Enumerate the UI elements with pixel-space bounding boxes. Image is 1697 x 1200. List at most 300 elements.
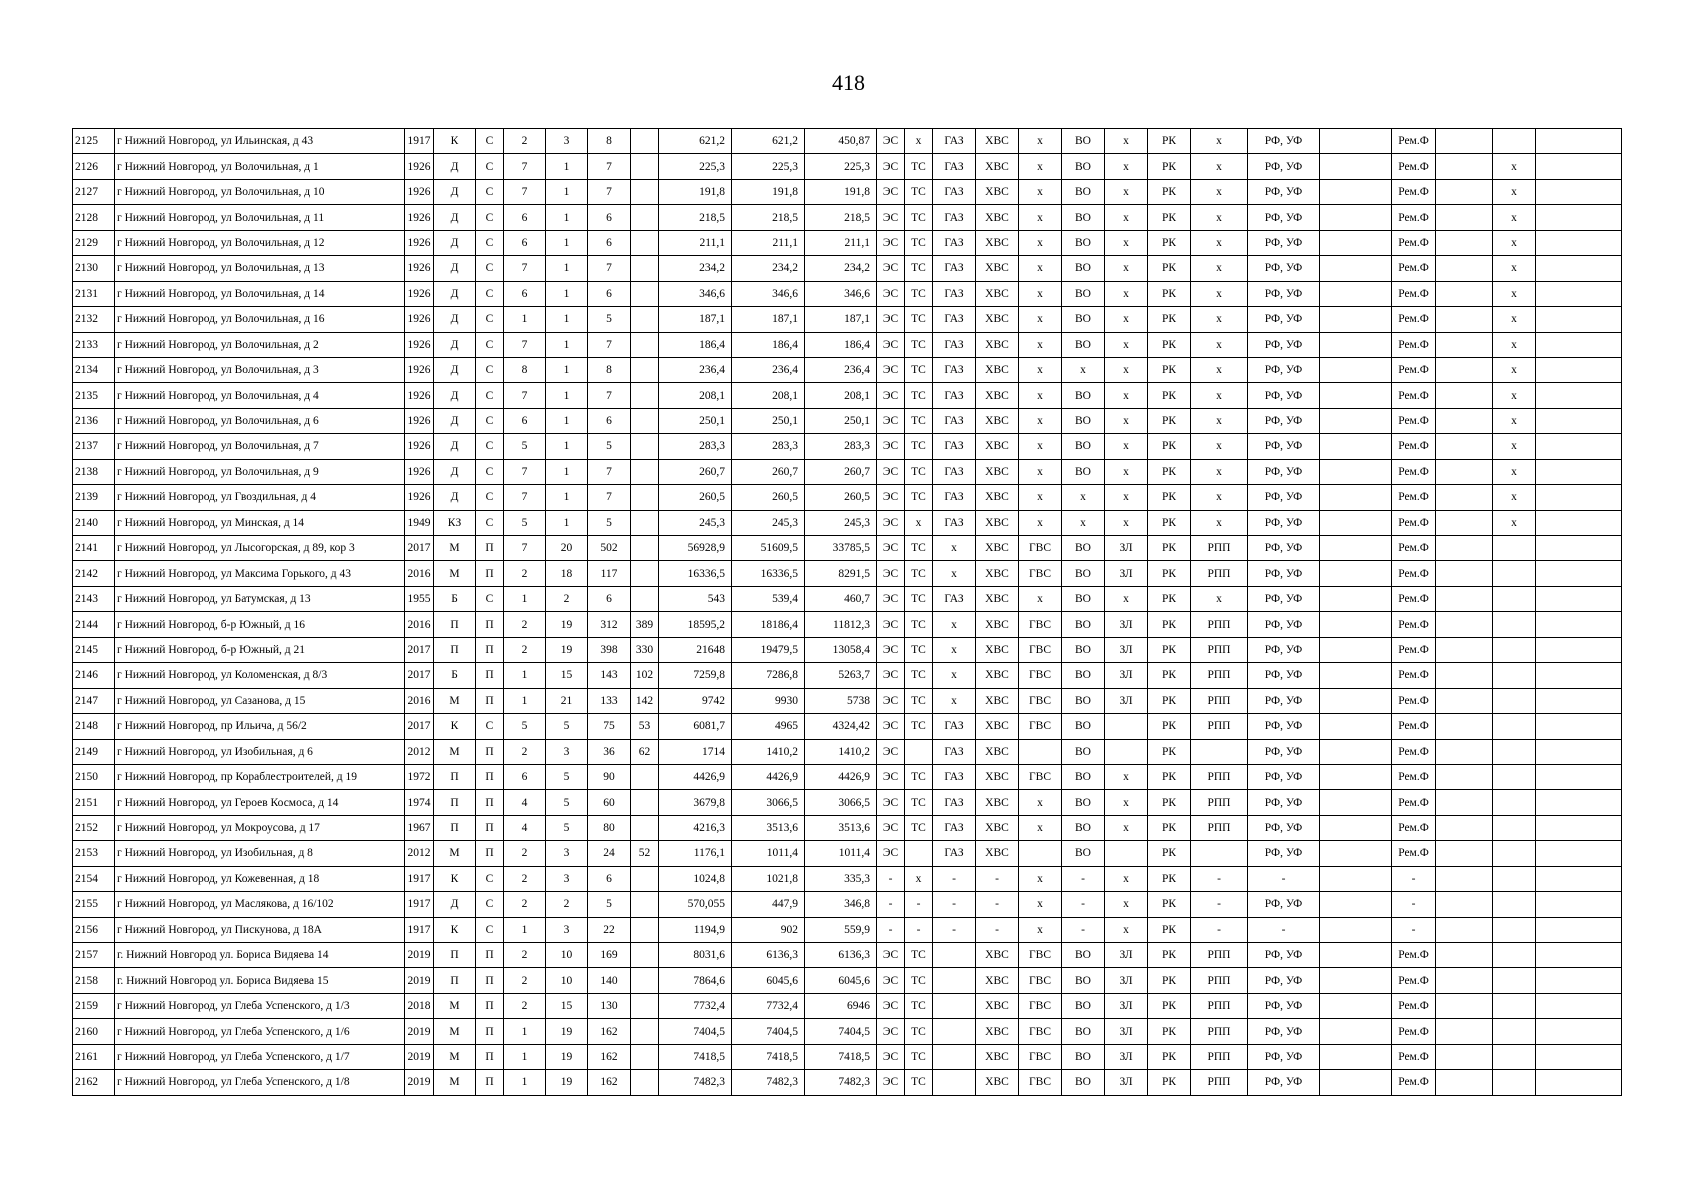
table-cell: 36 (588, 739, 631, 764)
table-cell: х (1191, 332, 1248, 357)
table-cell: П (434, 637, 476, 662)
table-cell (1320, 892, 1392, 917)
table-row (73, 815, 1622, 840)
table-cell (1536, 485, 1622, 510)
table-cell: 330 (631, 637, 659, 662)
table-cell: 346,6 (659, 281, 732, 306)
table-cell: 389 (631, 612, 659, 637)
table-cell (1493, 1070, 1536, 1095)
table-cell: ХВС (976, 485, 1019, 510)
table-cell (1493, 866, 1536, 891)
table-cell: ВО (1062, 383, 1105, 408)
table-row (73, 408, 1622, 433)
table-cell: ГАЗ (933, 459, 976, 484)
table-cell: ЭС (877, 230, 905, 255)
table-cell: ГАЗ (933, 714, 976, 739)
address-cell: г Нижний Новгород, ул Волочильная, д 1 (115, 154, 405, 179)
table-cell: 1 (546, 485, 588, 510)
table-cell: ХВС (976, 637, 1019, 662)
table-cell: С (476, 586, 504, 611)
table-cell: ЭС (877, 688, 905, 713)
table-cell: Рем.Ф (1392, 307, 1436, 332)
address-cell: г Нижний Новгород, ул Глеба Успенского, д 1/7 (115, 1044, 405, 1069)
table-cell: 539,4 (732, 586, 805, 611)
table-cell: 7286,8 (732, 663, 805, 688)
table-cell: 5263,7 (805, 663, 877, 688)
table-cell (1436, 968, 1493, 993)
table-cell: ГАЗ (933, 408, 976, 433)
table-cell: - (905, 917, 933, 942)
table-cell: 5 (546, 714, 588, 739)
table-cell (1320, 1044, 1392, 1069)
table-cell (1436, 357, 1493, 382)
table-cell: 1926 (405, 205, 434, 230)
table-cell (1493, 688, 1536, 713)
table-cell (631, 943, 659, 968)
table-cell: Д (434, 230, 476, 255)
table-cell: ЗЛ (1105, 663, 1148, 688)
table-cell: ВО (1062, 841, 1105, 866)
table-cell: 570,055 (659, 892, 732, 917)
table-cell: 2 (546, 892, 588, 917)
table-cell: 2019 (405, 1044, 434, 1069)
table-cell (905, 739, 933, 764)
table-cell (1536, 434, 1622, 459)
table-cell (1320, 968, 1392, 993)
table-cell (1536, 968, 1622, 993)
table-cell: 6 (504, 205, 546, 230)
table-cell: ВО (1062, 764, 1105, 789)
table-cell: ТС (905, 459, 933, 484)
table-cell: 187,1 (732, 307, 805, 332)
address-cell: г Нижний Новгород, ул Волочильная, д 3 (115, 357, 405, 382)
table-cell: ЭС (877, 815, 905, 840)
table-cell: ГАЗ (933, 129, 976, 154)
table-cell: 1 (546, 154, 588, 179)
table-cell (1536, 307, 1622, 332)
table-cell: ВО (1062, 408, 1105, 433)
table-cell: 6 (588, 586, 631, 611)
table-cell: П (476, 612, 504, 637)
table-cell (631, 434, 659, 459)
table-cell: ХВС (976, 688, 1019, 713)
table-cell (1105, 841, 1148, 866)
table-cell (1320, 129, 1392, 154)
table-cell: х (1105, 815, 1148, 840)
address-cell: г Нижний Новгород, ул Героев Космоса, д 14 (115, 790, 405, 815)
address-cell: г Нижний Новгород, ул Волочильная, д 7 (115, 434, 405, 459)
table-cell: 260,5 (659, 485, 732, 510)
table-cell (1320, 943, 1392, 968)
table-cell (1536, 1044, 1622, 1069)
table-cell: П (476, 739, 504, 764)
row-number-cell: 2158 (73, 968, 115, 993)
row-number-cell: 2134 (73, 357, 115, 382)
table-cell: 33785,5 (805, 536, 877, 561)
table-cell: ЭС (877, 764, 905, 789)
address-cell: г Нижний Новгород, пр Ильича, д 56/2 (115, 714, 405, 739)
table-cell: х (1019, 459, 1062, 484)
table-cell: ВО (1062, 536, 1105, 561)
table-cell (1436, 612, 1493, 637)
table-cell: П (476, 1019, 504, 1044)
table-cell: х (1493, 434, 1536, 459)
table-cell: Д (434, 256, 476, 281)
table-cell: С (476, 892, 504, 917)
table-cell: 2012 (405, 739, 434, 764)
table-cell: 1 (546, 383, 588, 408)
table-row (73, 764, 1622, 789)
table-cell: ВО (1062, 943, 1105, 968)
table-cell: 5 (588, 434, 631, 459)
table-cell: ГВС (1019, 714, 1062, 739)
table-cell (1320, 993, 1392, 1018)
table-cell: х (1493, 459, 1536, 484)
table-cell: 1 (546, 332, 588, 357)
table-cell (1536, 790, 1622, 815)
table-cell: 90 (588, 764, 631, 789)
table-cell: 234,2 (659, 256, 732, 281)
table-cell: ХВС (976, 1019, 1019, 1044)
table-cell: 218,5 (659, 205, 732, 230)
table-cell (631, 179, 659, 204)
table-cell: х (1019, 332, 1062, 357)
table-cell: РПП (1191, 790, 1248, 815)
table-cell (1536, 230, 1622, 255)
table-cell: 902 (732, 917, 805, 942)
table-cell: 283,3 (805, 434, 877, 459)
table-cell: 621,2 (732, 129, 805, 154)
table-cell: х (1105, 179, 1148, 204)
table-cell (1493, 739, 1536, 764)
table-cell: 1176,1 (659, 841, 732, 866)
table-cell (631, 357, 659, 382)
table-cell: х (933, 688, 976, 713)
table-cell: ВО (1062, 307, 1105, 332)
table-cell (1436, 714, 1493, 739)
table-cell (1320, 739, 1392, 764)
table-cell: РК (1148, 764, 1191, 789)
table-cell (1536, 154, 1622, 179)
table-cell (1536, 663, 1622, 688)
row-number-cell: 2149 (73, 739, 115, 764)
row-number-cell: 2159 (73, 993, 115, 1018)
table-cell: Рем.Ф (1392, 586, 1436, 611)
table-cell: х (1493, 332, 1536, 357)
table-cell: 6 (588, 866, 631, 891)
table-cell: х (1105, 485, 1148, 510)
table-cell: 2016 (405, 612, 434, 637)
table-cell (1536, 536, 1622, 561)
table-cell: 6136,3 (732, 943, 805, 968)
table-cell: 3 (546, 841, 588, 866)
table-cell (1320, 179, 1392, 204)
table-cell: х (1493, 179, 1536, 204)
table-cell: 8291,5 (805, 561, 877, 586)
table-cell: 236,4 (659, 357, 732, 382)
table-cell: ЗЛ (1105, 1044, 1148, 1069)
table-row (73, 586, 1622, 611)
table-cell: 133 (588, 688, 631, 713)
table-cell: 162 (588, 1044, 631, 1069)
table-cell: 2 (546, 586, 588, 611)
table-cell: 6045,6 (732, 968, 805, 993)
table-row (73, 739, 1622, 764)
table-cell: 3 (546, 866, 588, 891)
table-cell: ТС (905, 764, 933, 789)
table-cell: х (1493, 205, 1536, 230)
table-cell: 346,8 (805, 892, 877, 917)
table-cell: ХВС (976, 968, 1019, 993)
table-cell: х (1019, 434, 1062, 459)
table-cell: ГАЗ (933, 256, 976, 281)
table-cell: ВО (1062, 281, 1105, 306)
table-cell: Рем.Ф (1392, 612, 1436, 637)
table-cell: х (1493, 281, 1536, 306)
table-cell: Рем.Ф (1392, 637, 1436, 662)
table-cell: П (476, 968, 504, 993)
table-cell: ЗЛ (1105, 968, 1148, 993)
table-cell (1536, 561, 1622, 586)
table-cell (1436, 815, 1493, 840)
table-cell: 19 (546, 637, 588, 662)
table-cell: 225,3 (805, 154, 877, 179)
table-cell: 1011,4 (732, 841, 805, 866)
table-cell: С (476, 485, 504, 510)
table-cell: х (1105, 866, 1148, 891)
table-cell: ЗЛ (1105, 993, 1148, 1018)
table-row (73, 993, 1622, 1018)
table-cell: 1410,2 (732, 739, 805, 764)
table-cell: х (1105, 383, 1148, 408)
address-cell: г Нижний Новгород, ул Кожевенная, д 18 (115, 866, 405, 891)
address-cell: г Нижний Новгород, ул Волочильная, д 11 (115, 205, 405, 230)
table-cell: 1 (546, 408, 588, 433)
table-cell: ТС (905, 637, 933, 662)
row-number-cell: 2157 (73, 943, 115, 968)
row-number-cell: 2133 (73, 332, 115, 357)
table-cell (1536, 688, 1622, 713)
table-cell: ХВС (976, 841, 1019, 866)
table-cell: - (1191, 866, 1248, 891)
table-cell: 234,2 (732, 256, 805, 281)
table-cell: ЭС (877, 1070, 905, 1095)
row-number-cell: 2154 (73, 866, 115, 891)
table-cell: 2016 (405, 688, 434, 713)
table-cell: 24 (588, 841, 631, 866)
table-cell: ВО (1062, 230, 1105, 255)
table-cell: ЭС (877, 536, 905, 561)
table-cell: ЭС (877, 510, 905, 535)
table-cell: 1011,4 (805, 841, 877, 866)
table-cell: 3513,6 (732, 815, 805, 840)
table-cell: ЭС (877, 714, 905, 739)
table-cell: ТС (905, 383, 933, 408)
address-cell: г Нижний Новгород, ул Мокроусова, д 17 (115, 815, 405, 840)
table-cell (1436, 332, 1493, 357)
table-cell (1536, 357, 1622, 382)
table-cell: ХВС (976, 434, 1019, 459)
table-cell: Рем.Ф (1392, 434, 1436, 459)
table-cell: 5 (588, 307, 631, 332)
row-number-cell: 2143 (73, 586, 115, 611)
table-cell: Рем.Ф (1392, 739, 1436, 764)
table-cell: ЭС (877, 408, 905, 433)
table-cell: РК (1148, 1044, 1191, 1069)
table-cell: х (1019, 790, 1062, 815)
table-cell (1436, 892, 1493, 917)
table-cell (1536, 256, 1622, 281)
table-cell: 218,5 (805, 205, 877, 230)
table-cell: 1917 (405, 917, 434, 942)
table-cell: С (476, 205, 504, 230)
table-cell: 142 (631, 688, 659, 713)
table-cell: 1955 (405, 586, 434, 611)
table-cell: 169 (588, 943, 631, 968)
table-cell: 1410,2 (805, 739, 877, 764)
table-row (73, 434, 1622, 459)
table-cell: 6 (504, 764, 546, 789)
table-cell: 1 (546, 459, 588, 484)
table-cell: х (1105, 332, 1148, 357)
table-cell: - (933, 917, 976, 942)
address-cell: г Нижний Новгород, ул Батумская, д 13 (115, 586, 405, 611)
table-cell: 19 (546, 1044, 588, 1069)
table-cell (1436, 917, 1493, 942)
table-cell: ХВС (976, 332, 1019, 357)
table-cell: РК (1148, 968, 1191, 993)
table-cell: 260,5 (805, 485, 877, 510)
table-cell: ГВС (1019, 561, 1062, 586)
table-cell: 1926 (405, 307, 434, 332)
table-cell: - (933, 866, 976, 891)
table-cell: РК (1148, 536, 1191, 561)
table-cell (1536, 510, 1622, 535)
table-cell: С (476, 917, 504, 942)
table-cell: 1974 (405, 790, 434, 815)
table-cell: 3066,5 (732, 790, 805, 815)
table-cell: РФ, УФ (1248, 510, 1320, 535)
table-cell: 1 (546, 281, 588, 306)
table-cell: ГАЗ (933, 179, 976, 204)
table-cell: 20 (546, 536, 588, 561)
table-cell: ЭС (877, 434, 905, 459)
table-cell: х (905, 866, 933, 891)
table-cell: Рем.Ф (1392, 205, 1436, 230)
table-cell: К (434, 714, 476, 739)
table-cell: РК (1148, 663, 1191, 688)
table-cell (1320, 510, 1392, 535)
table-cell: 1926 (405, 179, 434, 204)
table-cell (1493, 764, 1536, 789)
table-cell: ХВС (976, 1044, 1019, 1069)
table-cell: РФ, УФ (1248, 154, 1320, 179)
table-row (73, 917, 1622, 942)
table-row (73, 561, 1622, 586)
table-cell: Рем.Ф (1392, 561, 1436, 586)
table-row (73, 612, 1622, 637)
table-row (73, 892, 1622, 917)
table-cell: х (1191, 205, 1248, 230)
address-cell: г Нижний Новгород, ул Волочильная, д 10 (115, 179, 405, 204)
address-cell: г Нижний Новгород, ул Волочильная, д 13 (115, 256, 405, 281)
table-cell: 6 (504, 408, 546, 433)
row-number-cell: 2152 (73, 815, 115, 840)
table-cell: 2019 (405, 1070, 434, 1095)
table-cell: 260,7 (805, 459, 877, 484)
table-cell: Рем.Ф (1392, 510, 1436, 535)
table-cell (1493, 129, 1536, 154)
table-cell: РФ, УФ (1248, 612, 1320, 637)
table-cell: 2017 (405, 637, 434, 662)
table-cell: 1926 (405, 332, 434, 357)
table-cell: ГВС (1019, 1019, 1062, 1044)
table-cell: х (1493, 383, 1536, 408)
table-cell: П (476, 637, 504, 662)
table-cell: ХВС (976, 154, 1019, 179)
table-cell: Рем.Ф (1392, 357, 1436, 382)
table-cell: ВО (1062, 612, 1105, 637)
table-cell: 16336,5 (659, 561, 732, 586)
table-cell: РФ, УФ (1248, 459, 1320, 484)
row-number-cell: 2131 (73, 281, 115, 306)
table-cell (933, 1044, 976, 1069)
table-cell: ВО (1062, 1070, 1105, 1095)
table-cell (631, 892, 659, 917)
table-cell: 62 (631, 739, 659, 764)
address-cell: г Нижний Новгород, ул Минская, д 14 (115, 510, 405, 535)
table-cell: 2 (504, 739, 546, 764)
table-cell (1320, 561, 1392, 586)
table-cell: ТС (905, 968, 933, 993)
table-cell (1436, 179, 1493, 204)
table-cell: 218,5 (732, 205, 805, 230)
table-cell: РК (1148, 281, 1191, 306)
table-cell: ТС (905, 307, 933, 332)
table-cell: ТС (905, 561, 933, 586)
address-cell: г Нижний Новгород, ул Волочильная, д 6 (115, 408, 405, 433)
table-cell: Рем.Ф (1392, 841, 1436, 866)
table-cell: РК (1148, 1019, 1191, 1044)
table-cell: ЭС (877, 332, 905, 357)
table-cell: РФ, УФ (1248, 714, 1320, 739)
table-cell (1320, 1019, 1392, 1044)
table-cell: ЭС (877, 790, 905, 815)
table-cell: 19 (546, 1019, 588, 1044)
table-cell: - (877, 917, 905, 942)
table-cell: Д (434, 892, 476, 917)
table-cell: РФ, УФ (1248, 841, 1320, 866)
table-cell (631, 1019, 659, 1044)
table-cell: 1926 (405, 383, 434, 408)
row-number-cell: 2155 (73, 892, 115, 917)
table-cell: С (476, 332, 504, 357)
table-cell: ЭС (877, 663, 905, 688)
table-cell: РФ, УФ (1248, 179, 1320, 204)
table-cell: П (476, 1044, 504, 1069)
table-cell: х (1493, 485, 1536, 510)
table-cell: РК (1148, 256, 1191, 281)
table-cell: 335,3 (805, 866, 877, 891)
table-cell: 283,3 (659, 434, 732, 459)
table-cell (1493, 841, 1536, 866)
table-cell: 21648 (659, 637, 732, 662)
table-cell: 346,6 (805, 281, 877, 306)
table-cell: ЗЛ (1105, 943, 1148, 968)
table-cell: ЗЛ (1105, 637, 1148, 662)
row-number-cell: 2153 (73, 841, 115, 866)
table-cell: 1 (546, 307, 588, 332)
